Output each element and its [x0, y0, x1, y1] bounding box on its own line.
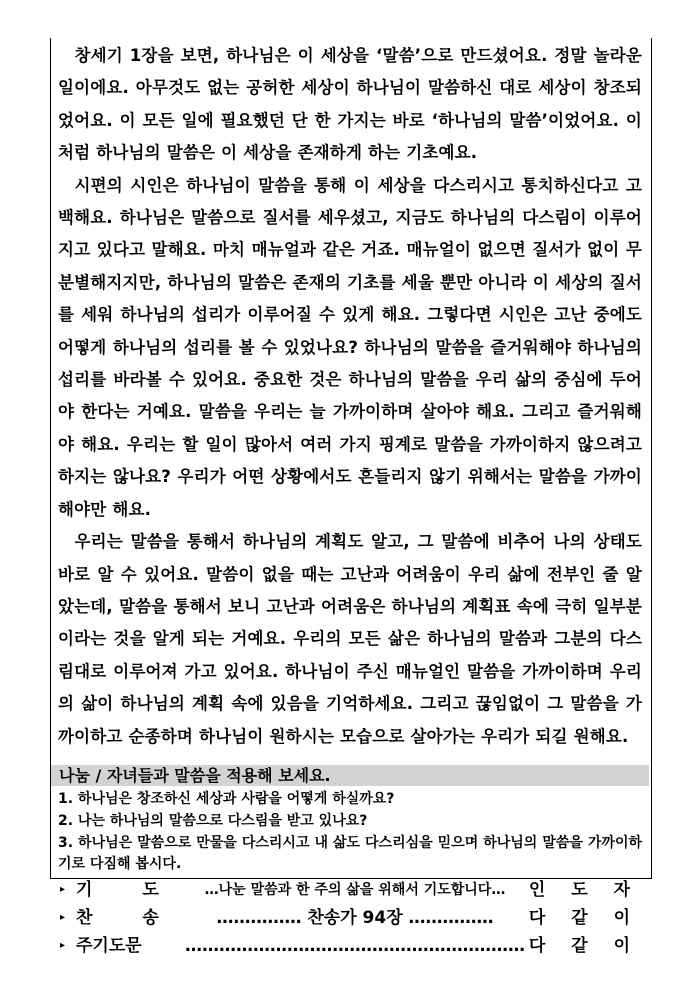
- order-row-lords-prayer: [60, 933, 642, 959]
- order-description: …나눈 말씀과 한 주의 삶을 위해서 기도합니다…: [204, 882, 506, 898]
- order-label: 찬 송: [76, 908, 181, 928]
- question-item: 1. 하나님은 창조하신 세상과 사람을 어떻게 하실까요?: [58, 791, 395, 807]
- order-description: …………… 찬송가 94장 ……………: [216, 908, 494, 928]
- order-label: 주기도문: [76, 936, 142, 956]
- order-leader: 인 도 자: [528, 880, 640, 900]
- order-leader: 다 같 이: [528, 908, 640, 928]
- order-description: ……………………………………………………: [185, 936, 525, 956]
- triangle-right-icon: ▸: [60, 884, 66, 895]
- paragraph-creation: 창세기 1장을 보면, 하나님은 이 세상을 ‘말씀’으로 만드셨어요. 정말 놀라운 일이에요. 아무것도 없는 공허한 세상이 하나님이 말씀하신 대로 세상이 창조되었어요. 이 모든 일에 필요했던 단 한 가지는 바로 ‘하나님의 말씀’이었어요. 이처럼 하나님의 말씀은 이 세상을 존재하게 하는 기초예요.: [58, 46, 642, 163]
- order-label: 기 도: [76, 880, 181, 900]
- question-item: 3. 하나님은 말씀으로 만물을 다스리시고 내 삶도 다스리심을 믿으며 하나님의 말씀을 가까이하기로 다짐해 봅시다.: [58, 834, 642, 873]
- share-heading: 나눔 / 자녀들과 말씀을 적용해 보세요.: [51, 765, 649, 786]
- triangle-right-icon: ▸: [60, 912, 66, 923]
- triangle-right-icon: ▸: [60, 940, 66, 951]
- sermon-body: [58, 40, 642, 753]
- paragraph-plan: 우리는 말씀을 통해서 하나님의 계획도 알고, 그 말씀에 비추어 나의 상태도 바로 알 수 있어요. 말씀이 없을 때는 고난과 어려움이 우리 삶에 전부인 줄 알았는데, 말씀을 통해서 보니 고난과 어려움은 하나님의 계획표 속에 극히 일부분이라는 것을 알게 되는 거예요. 우리의 모든 삶은 하나님의 말씀과 그분의 다스림대로 이루어져 가고 있어요. 하나님이 주신 매뉴얼인 말씀을 가까이하며 우리의 삶이 하나님의 계획 속에 있음을 기억하세요. 그리고 끊임없이 그 말씀을 가까이하고 순종하며 하나님이 원하시는 모습으로 살아가는 우리가 되길 원해요.: [58, 532, 642, 746]
- order-row-prayer: [60, 877, 642, 903]
- question-list: [58, 789, 642, 876]
- paragraph-psalm: 시편의 시인은 하나님이 말씀을 통해 이 세상을 다스리시고 통치하신다고 고백해요. 하나님은 말씀으로 질서를 세우셨고, 지금도 하나님의 다스림이 이루어지고 있다고 말해요. 마치 매뉴얼과 같은 거죠. 매뉴얼이 없으면 질서가 없이 무분별해지지만, 하나님의 말씀은 존재의 기초를 세울 뿐만 아니라 이 세상의 질서를 세워 하나님의 섭리가 이루어질 수 있게 해요. 그렇다면 시인은 고난 중에도 어떻게 하나님의 섭리를 볼 수 있었나요? 하나님의 말씀을 즐거워해야 하나님의 섭리를 바라볼 수 있어요. 중요한 것은 하나님의 말씀을 우리 삶의 중심에 두어야 한다는 거예요. 말씀을 우리는 늘 가까이하며 살아야 해요. 그리고 즐거워해야 해요. 우리는 할 일이 많아서 여러 가지 핑계로 말씀을 가까이하지 않으려고 하지는 않나요? 우리가 어떤 상황에서도 흔들리지 않기 위해서는 말씀을 가까이해야만 해요.: [58, 175, 642, 519]
- question-item: 2. 나는 하나님의 말씀으로 다스림을 받고 있나요?: [58, 812, 368, 829]
- order-row-hymn: [60, 905, 642, 931]
- order-leader: 다 같 이: [528, 936, 640, 956]
